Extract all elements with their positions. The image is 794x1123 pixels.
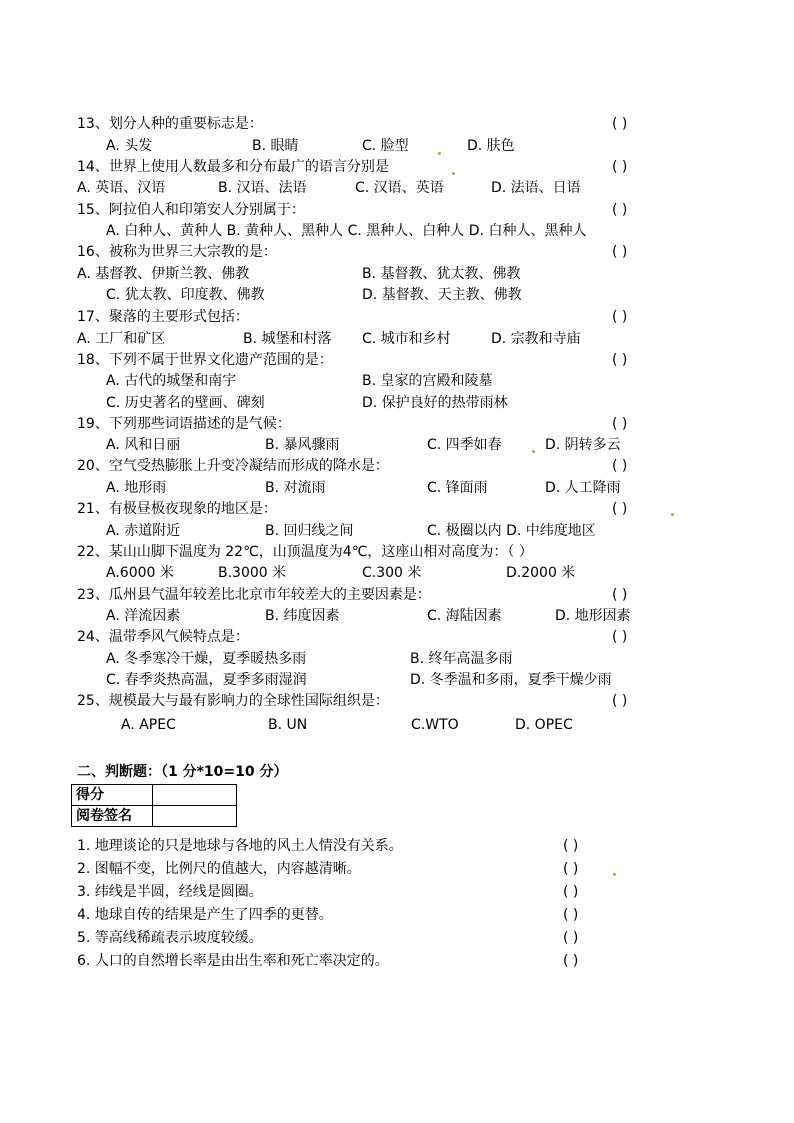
q14-stem: 14、世界上使用人数最多和分布最广的语言分别是 — [77, 159, 389, 175]
q17-answer-blank[interactable]: ( ) — [612, 309, 628, 325]
q22-option-a[interactable]: A.6000 米 — [106, 565, 174, 581]
signer-label: 阅卷签名 — [72, 806, 153, 827]
q13-option-c[interactable]: C. 脸型 — [362, 138, 409, 154]
q22-option-c[interactable]: C.300 米 — [362, 565, 422, 581]
q18-stem: 18、下列不属于世界文化遗产范围的是： — [77, 352, 333, 368]
q20-option-c[interactable]: C. 锋面雨 — [427, 480, 488, 496]
q14-answer-blank[interactable]: ( ) — [612, 159, 628, 175]
q21-option-cd[interactable]: C. 极圈以内 D. 中纬度地区 — [427, 523, 596, 539]
q25-option-a[interactable]: A. APEC — [121, 717, 176, 733]
section-title: 二、判断题：（1 分*10=10 分） — [77, 764, 288, 780]
q16-option-a[interactable]: A. 基督教、伊斯兰教、佛教 — [77, 266, 250, 282]
q25-option-c[interactable]: C.WTO — [411, 717, 459, 733]
q18-option-a[interactable]: A. 古代的城堡和南宇 — [106, 373, 237, 389]
signer-field[interactable] — [153, 806, 237, 827]
stray-mark — [613, 873, 616, 876]
q22-option-d[interactable]: D.2000 米 — [506, 565, 576, 581]
judge-item-blank[interactable]: ( ) — [563, 930, 579, 946]
judge-item-text: 3. 纬线是半圆，经线是圆圈。 — [77, 884, 263, 900]
q25-answer-blank[interactable]: ( ) — [612, 693, 628, 709]
judge-item-text: 5. 等高线稀疏表示坡度较缓。 — [77, 930, 263, 946]
stray-mark — [532, 450, 535, 453]
q24-option-a[interactable]: A. 冬季寒冷干燥，夏季暖热多雨 — [106, 651, 307, 667]
q19-option-a[interactable]: A. 风和日丽 — [106, 437, 181, 453]
q23-option-c[interactable]: C. 海陆因素 — [427, 608, 502, 624]
q16-stem: 16、被称为世界三大宗教的是： — [77, 244, 277, 260]
q13-option-d[interactable]: D. 肤色 — [467, 138, 515, 154]
q17-option-c[interactable]: C. 城市和乡村 — [362, 331, 451, 347]
q24-option-c[interactable]: C. 春季炎热高温，夏季多雨湿润 — [106, 672, 307, 688]
q13-option-a[interactable]: A. 头发 — [106, 138, 153, 154]
q21-option-a[interactable]: A. 赤道附近 — [106, 523, 181, 539]
q20-option-b[interactable]: B. 对流雨 — [265, 480, 326, 496]
q25-option-b[interactable]: B. UN — [268, 717, 308, 733]
score-label: 得分 — [72, 785, 153, 806]
q22-option-b[interactable]: B.3000 米 — [218, 565, 287, 581]
q16-option-b[interactable]: B. 基督教、犹太教、佛教 — [362, 266, 521, 282]
q13-option-b[interactable]: B. 眼睛 — [252, 138, 299, 154]
q15-stem: 15、阿拉伯人和印第安人分别属于： — [77, 202, 305, 218]
q17-option-d[interactable]: D. 宗教和寺庙 — [491, 331, 581, 347]
q17-stem: 17、聚落的主要形式包括： — [77, 309, 249, 325]
q24-stem: 24、温带季风气候特点是： — [77, 629, 249, 645]
judge-item-text: 4. 地球自传的结果是产生了四季的更替。 — [77, 907, 333, 923]
q20-option-a[interactable]: A. 地形雨 — [106, 480, 167, 496]
judge-item-blank[interactable]: ( ) — [563, 838, 579, 854]
q14-option-b[interactable]: B. 汉语、法语 — [218, 180, 307, 196]
q24-option-d[interactable]: D. 冬季温和多雨，夏季干燥少雨 — [410, 672, 612, 688]
judge-item-blank[interactable]: ( ) — [563, 953, 579, 969]
q14-option-c[interactable]: C. 汉语、英语 — [355, 180, 444, 196]
q21-option-b[interactable]: B. 回归线之间 — [265, 523, 354, 539]
q19-answer-blank[interactable]: ( ) — [612, 416, 628, 432]
q19-option-b[interactable]: B. 暴风骤雨 — [265, 437, 340, 453]
stray-mark — [438, 152, 441, 155]
q19-option-c[interactable]: C. 四季如春 — [427, 437, 502, 453]
q17-option-b[interactable]: B. 城堡和村落 — [243, 331, 332, 347]
q13-stem: 13、划分人种的重要标志是： — [77, 116, 263, 132]
judge-item-blank[interactable]: ( ) — [563, 861, 579, 877]
judge-item-blank[interactable]: ( ) — [563, 884, 579, 900]
q24-option-b[interactable]: B. 终年高温多雨 — [410, 651, 513, 667]
q20-option-d[interactable]: D. 人工降雨 — [545, 480, 621, 496]
q16-answer-blank[interactable]: ( ) — [612, 244, 628, 260]
score-table — [71, 784, 237, 827]
q13-answer-blank[interactable]: ( ) — [612, 116, 628, 132]
judge-item-text: 2. 图幅不变，比例尺的值越大，内容越清晰。 — [77, 861, 361, 877]
q17-option-a[interactable]: A. 工厂和矿区 — [77, 331, 166, 347]
q15-options[interactable]: A. 白种人、黄种人 B. 黄种人、黑种人 C. 黑种人、白种人 D. 白种人、黑种人 — [106, 223, 587, 239]
q21-answer-blank[interactable]: ( ) — [612, 501, 628, 517]
stray-mark — [452, 172, 455, 175]
q20-stem: 20、空气受热膨胀上升变冷凝结而形成的降水是： — [77, 458, 389, 474]
q23-option-d[interactable]: D. 地形因素 — [555, 608, 631, 624]
judge-item-blank[interactable]: ( ) — [563, 907, 579, 923]
q25-option-d[interactable]: D. OPEC — [515, 717, 573, 733]
stray-mark — [671, 513, 674, 516]
q16-option-d[interactable]: D. 基督教、天主教、佛教 — [362, 287, 522, 303]
q14-option-d[interactable]: D. 法语、日语 — [491, 180, 581, 196]
q20-answer-blank[interactable]: ( ) — [612, 458, 628, 474]
q19-stem: 19、下列那些词语描述的是气候： — [77, 416, 291, 432]
q18-option-c[interactable]: C. 历史著名的壁画、碑刻 — [106, 395, 265, 411]
q15-answer-blank[interactable]: ( ) — [612, 202, 628, 218]
score-field[interactable] — [153, 785, 237, 806]
q19-option-d[interactable]: D. 阴转多云 — [545, 437, 621, 453]
q23-stem: 23、瓜州县气温年较差比北京市年较差大的主要因素是： — [77, 587, 431, 603]
q22-stem: 22、某山山脚下温度为 22℃，山顶温度为4℃，这座山相对高度为：（ ） — [77, 544, 533, 560]
q14-option-a[interactable]: A. 英语、汉语 — [77, 180, 166, 196]
q16-option-c[interactable]: C. 犹太教、印度教、佛教 — [106, 287, 265, 303]
q18-answer-blank[interactable]: ( ) — [612, 352, 628, 368]
q23-option-b[interactable]: B. 纬度因素 — [265, 608, 340, 624]
judge-item-text: 6. 人口的自然增长率是由出生率和死亡率决定的。 — [77, 953, 389, 969]
judge-item-text: 1. 地理谈论的只是地球与各地的风土人情没有关系。 — [77, 838, 403, 854]
q18-option-b[interactable]: B. 皇家的宫殿和陵墓 — [362, 373, 493, 389]
q24-answer-blank[interactable]: ( ) — [612, 629, 628, 645]
q25-stem: 25、规模最大与最有影响力的全球性国际组织是： — [77, 693, 389, 709]
q23-answer-blank[interactable]: ( ) — [612, 587, 628, 603]
q23-option-a[interactable]: A. 洋流因素 — [106, 608, 181, 624]
q18-option-d[interactable]: D. 保护良好的热带雨林 — [362, 395, 508, 411]
q21-stem: 21、有极昼极夜现象的地区是： — [77, 501, 277, 517]
